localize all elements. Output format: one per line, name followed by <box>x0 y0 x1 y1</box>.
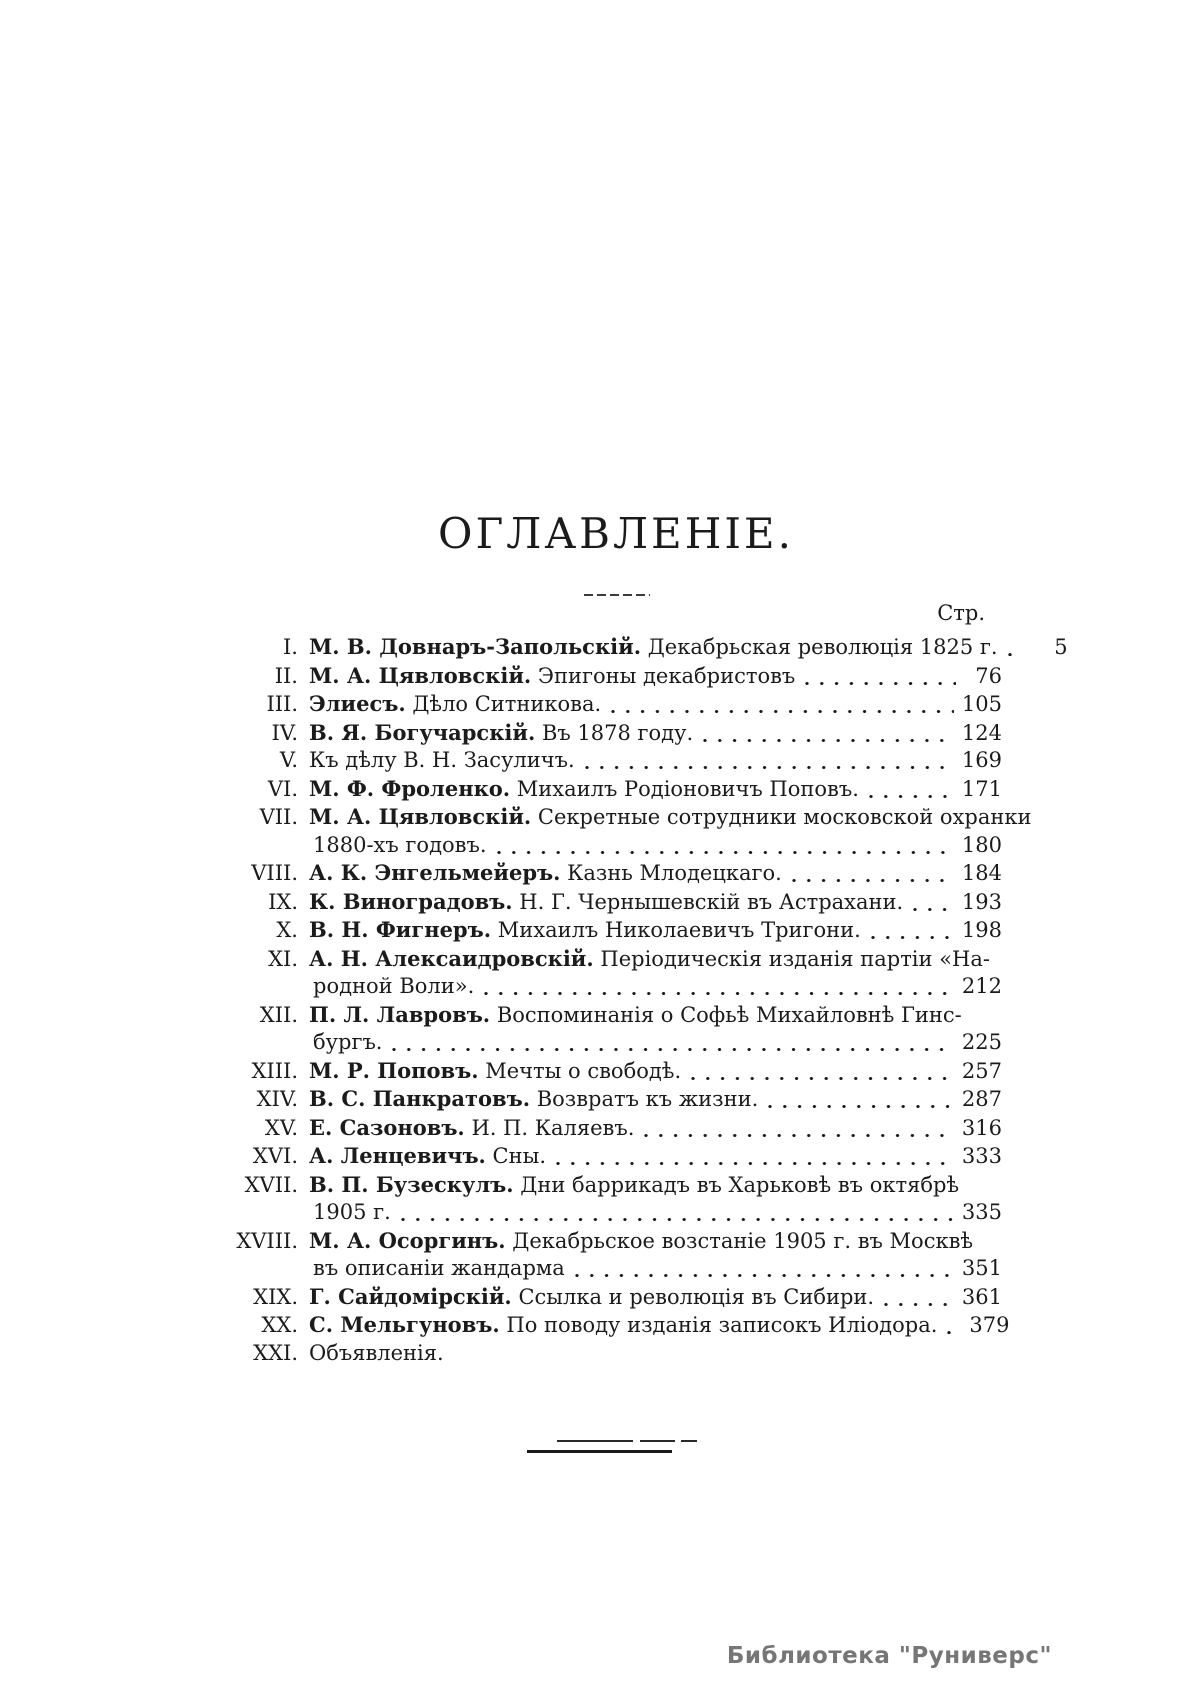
entry-page-number: 76 <box>975 663 1002 688</box>
entry-text <box>309 690 601 719</box>
entry-numeral: XIII. <box>251 1058 298 1083</box>
entry-page-number: 316 <box>961 1115 1002 1140</box>
entry-author: М. А. Цявловскій. <box>309 662 532 688</box>
entry-text <box>309 1142 546 1171</box>
entry-author: В. С. Панкратовъ. <box>309 1086 531 1111</box>
entry-author: П. Л. Лавровъ. <box>309 1001 491 1027</box>
closing-divider <box>527 1440 702 1453</box>
toc-entry-line <box>230 859 1002 888</box>
entry-text <box>309 1283 874 1312</box>
entry-author: В. Я. Богучарскій. <box>309 719 536 745</box>
entry-page-number: 212 <box>961 974 1002 998</box>
entry-title: Въ 1878 году. <box>541 720 694 745</box>
entry-numeral: XVII. <box>244 1172 298 1197</box>
entry-author: К. Виноградовъ. <box>309 888 513 914</box>
entry-numeral: I. <box>283 635 298 659</box>
entry-continuation: въ описаніи жандарма <box>313 1256 565 1280</box>
toc-entry-line <box>230 1057 1002 1086</box>
toc-entry-line <box>230 633 1068 662</box>
entry-numeral: XX. <box>261 1313 298 1337</box>
closing-divider-thick-rule <box>527 1450 672 1453</box>
entry-numeral: VI. <box>267 776 298 801</box>
entry-text <box>309 803 1031 832</box>
entry-author: Г. Сайдомірскій. <box>309 1283 512 1309</box>
dot-leader <box>575 1274 954 1277</box>
entry-title: Мечты о свободѣ. <box>485 1058 682 1083</box>
entry-text <box>309 1171 959 1200</box>
entry-text <box>309 775 859 804</box>
entry-text <box>309 1001 962 1030</box>
entry-text <box>309 1114 634 1143</box>
toc-entry-line <box>230 1085 1002 1114</box>
entry-numeral: VIII. <box>251 861 298 885</box>
toc-entry-line <box>230 719 1002 748</box>
dot-leader <box>691 1077 954 1080</box>
entry-title: Дѣло Ситникова. <box>412 692 602 716</box>
entry-title: Возвратъ къ жизни. <box>536 1087 759 1111</box>
entry-page-number: 105 <box>961 692 1002 716</box>
entry-numeral: IX. <box>268 889 298 914</box>
entry-text <box>309 945 990 974</box>
closing-divider-thin-rule <box>557 1440 697 1442</box>
entry-title: Эпигоны декабристовъ <box>537 663 796 688</box>
entry-title: Декабрьское возстаніе 1905 г. въ Москвѣ <box>512 1228 974 1253</box>
entry-text <box>309 859 782 888</box>
dot-leader <box>884 1303 954 1306</box>
entry-continuation: 1905 г. <box>313 1200 391 1224</box>
dot-leader <box>484 992 954 995</box>
title-divider <box>584 594 650 596</box>
entry-page-number: 351 <box>961 1256 1002 1280</box>
entry-page-number: 171 <box>961 776 1002 801</box>
toc-entry-continuation-line <box>230 832 1002 860</box>
entry-author: В. Н. Фигнеръ. <box>309 917 492 942</box>
dot-leader <box>556 1162 954 1165</box>
entry-title: Н. Г. Чернышевскій въ Астрахани. <box>519 889 904 914</box>
entry-numeral: XVI. <box>252 1144 298 1168</box>
entry-page-number: 5 <box>1054 635 1068 659</box>
toc-entry-line <box>230 1142 1002 1171</box>
entry-page-number: 169 <box>961 748 1002 772</box>
entry-continuation: 1880-хъ годовъ. <box>313 832 487 857</box>
toc-entry-continuation-line <box>230 1029 1002 1057</box>
entry-text <box>309 1057 681 1086</box>
entry-author: А. Ленцевичъ. <box>309 1143 486 1168</box>
dot-leader <box>611 710 954 713</box>
toc-entry-line <box>230 916 1002 945</box>
dot-leader <box>869 795 954 798</box>
entry-page-number: 287 <box>961 1087 1002 1111</box>
entry-text <box>309 1340 444 1368</box>
toc-entry-continuation-line <box>230 1199 1002 1227</box>
entry-title: Объявленія. <box>309 1340 444 1365</box>
toc-entry-line <box>230 888 1002 917</box>
entry-title: И. П. Каляевъ. <box>471 1115 635 1140</box>
entry-numeral: IV. <box>271 720 298 745</box>
toc-entry-line <box>230 945 1002 974</box>
entry-page-number: 379 <box>969 1313 1010 1337</box>
dot-leader <box>805 682 956 685</box>
entry-author: В. П. Бузескулъ. <box>309 1171 514 1197</box>
dot-leader <box>1008 653 1022 656</box>
library-watermark: Библиотека "Руниверс" <box>726 1643 1052 1669</box>
entry-text <box>309 633 998 662</box>
entry-page-number: 333 <box>961 1144 1002 1168</box>
entry-numeral: V. <box>279 748 298 772</box>
toc-entry-continuation-line <box>230 1255 1002 1283</box>
entry-page-number: 124 <box>961 720 1002 745</box>
entry-author: М. А. Цявловскій. <box>309 804 532 829</box>
entry-numeral: X. <box>276 918 298 942</box>
entry-numeral: XIX. <box>253 1284 298 1309</box>
dot-leader <box>947 1331 961 1334</box>
toc-entry-line <box>230 1227 1002 1256</box>
entry-page-number: 225 <box>961 1030 1002 1054</box>
entry-title: Михаилъ Николаевичъ Тригони. <box>497 918 861 942</box>
table-of-contents <box>230 633 1068 1367</box>
entry-title: Секретные сотрудники московской охранки <box>537 805 1032 829</box>
entry-author: Элиесъ. <box>309 691 406 716</box>
entry-author: Е. Сазоновъ. <box>309 1114 465 1140</box>
page-column-header: Стр. <box>937 601 985 625</box>
entry-page-number: 184 <box>961 861 1002 885</box>
entry-title: Сны. <box>492 1144 547 1168</box>
entry-text <box>309 1311 937 1340</box>
entry-page-number: 193 <box>961 889 1002 914</box>
toc-entry-line <box>230 1001 1002 1030</box>
entry-title: Періодическія изданія партіи «На- <box>600 946 990 971</box>
toc-entry-continuation-line <box>230 973 1002 1001</box>
entry-numeral: XII. <box>259 1002 298 1027</box>
entry-numeral: II. <box>274 663 298 688</box>
entry-author: А. Н. Алексаидровскій. <box>309 945 594 971</box>
entry-title: Михаилъ Родіоновичъ Поповъ. <box>516 776 859 801</box>
entry-numeral: VII. <box>259 805 298 829</box>
entry-text <box>309 1085 758 1114</box>
toc-entry-line <box>230 775 1002 804</box>
entry-title: Къ дѣлу В. Н. Засуличъ. <box>309 748 575 772</box>
toc-entry-line <box>230 662 1002 691</box>
dot-leader <box>792 879 954 882</box>
dot-leader <box>644 1134 953 1137</box>
toc-entry-line <box>230 1283 1002 1312</box>
entry-continuation: бургъ. <box>313 1030 383 1054</box>
toc-entry-line <box>230 1311 1010 1340</box>
toc-entry-line <box>230 1340 1002 1368</box>
dot-leader <box>497 851 954 854</box>
entry-author: М. В. Довнаръ-Запольскій. <box>309 634 642 659</box>
entry-text <box>309 888 903 917</box>
entry-author: М. А. Осоргинъ. <box>309 1227 506 1253</box>
entry-continuation: родной Воли». <box>313 974 475 998</box>
entry-title: Ссылка и революція въ Сибири. <box>518 1284 875 1309</box>
entry-text <box>309 747 575 775</box>
entry-numeral: XV. <box>264 1115 298 1140</box>
dot-leader <box>585 766 954 769</box>
dot-leader <box>392 1048 953 1051</box>
entry-title: Казнь Млодецкаго. <box>567 861 782 885</box>
entry-author: А. К. Энгельмейеръ. <box>309 860 561 885</box>
entry-page-number: 361 <box>961 1284 1002 1309</box>
entry-text <box>309 1227 973 1256</box>
entry-numeral: XXI. <box>253 1340 298 1365</box>
toc-entry-line <box>230 1171 1002 1200</box>
entry-title: Воспоминанія о Софьѣ Михайловнѣ Гинс- <box>496 1002 962 1027</box>
entry-page-number: 198 <box>961 918 1002 942</box>
dot-leader <box>913 908 954 911</box>
entry-numeral: XI. <box>268 946 298 971</box>
entry-author: С. Мельгуновъ. <box>309 1312 500 1337</box>
entry-author: М. Р. Поповъ. <box>309 1057 479 1083</box>
dot-leader <box>703 739 954 742</box>
page-title: ОГЛАВЛЕНІЕ. <box>438 509 794 558</box>
entry-text <box>309 662 795 691</box>
entry-page-number: 335 <box>961 1200 1002 1224</box>
dot-leader <box>871 936 954 939</box>
entry-text <box>309 916 861 945</box>
dot-leader <box>768 1105 954 1108</box>
entry-title: Дни баррикадъ въ Харьковѣ въ октябрѣ <box>520 1172 960 1197</box>
entry-page-number: 257 <box>961 1058 1002 1083</box>
entry-title: Декабрьская революція 1825 г. <box>647 635 998 659</box>
entry-numeral: III. <box>266 692 298 716</box>
entry-author: М. Ф. Фроленко. <box>309 775 511 801</box>
toc-entry-line <box>230 1114 1002 1143</box>
entry-page-number: 180 <box>961 832 1002 857</box>
entry-title: По поводу изданія записокъ Иліодора. <box>506 1313 938 1337</box>
entry-numeral: XIV. <box>256 1087 298 1111</box>
toc-entry-line <box>230 803 1032 832</box>
toc-entry-line <box>230 747 1002 775</box>
entry-numeral: XVIII. <box>236 1228 298 1253</box>
dot-leader <box>401 1218 954 1221</box>
entry-text <box>309 719 693 748</box>
toc-entry-line <box>230 690 1002 719</box>
